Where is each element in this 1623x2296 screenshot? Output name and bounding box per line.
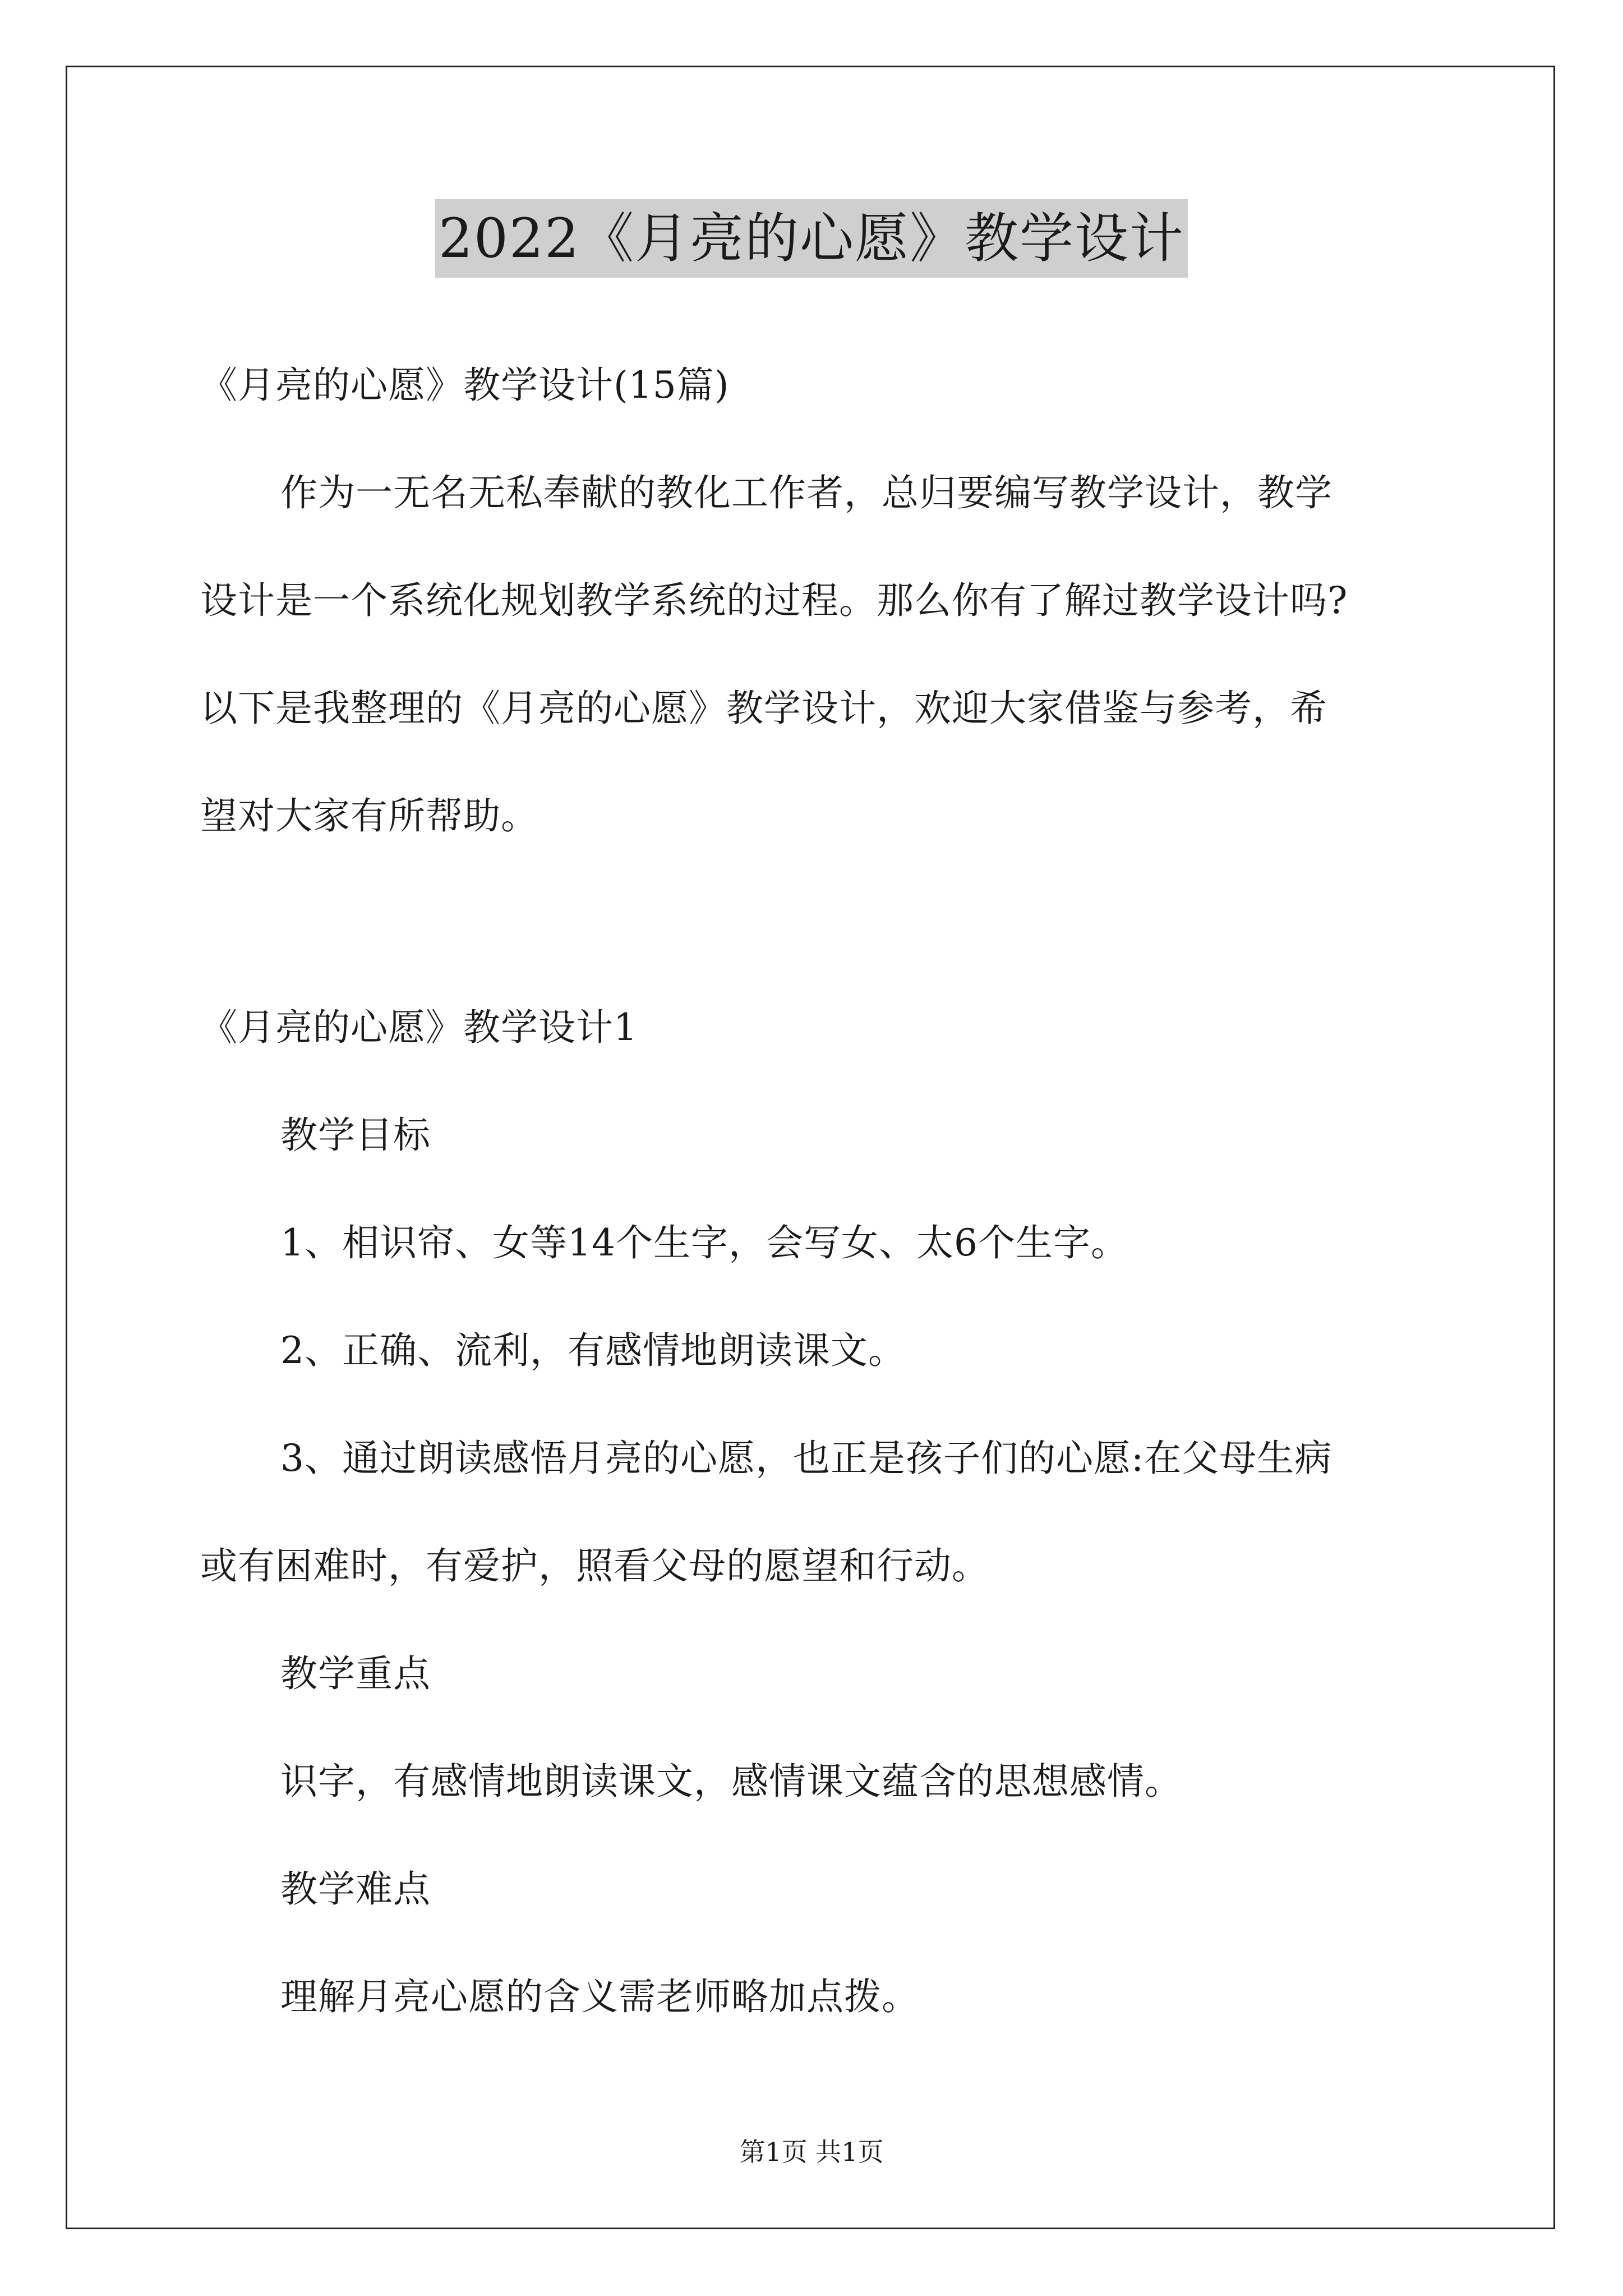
goals-heading: 教学目标 [280,1114,431,1157]
intro-line-3: 以下是我整理的《月亮的心愿》教学设计，欢迎大家借鉴与参考，希 [200,687,1327,730]
difficulty-text: 理解月亮心愿的含义需老师略加点拨。 [280,1975,919,2018]
key-points-heading: 教学重点 [280,1652,431,1695]
intro-line-1: 作为一无名无私奉献的教化工作者，总归要编写教学设计，教学 [280,471,1332,514]
subtitle: 《月亮的心愿》教学设计(15篇) [200,364,730,407]
difficulty-heading: 教学难点 [280,1867,431,1911]
intro-line-4: 望对大家有所帮助。 [200,794,538,838]
intro-line-2: 设计是一个系统化规划教学系统的过程。那么你有了解过教学设计吗? [200,579,1348,622]
section-heading: 《月亮的心愿》教学设计1 [200,1006,638,1049]
key-points-text: 识字，有感情地朗读课文，感情课文蕴含的思想感情。 [280,1760,1182,1803]
goal-2: 2、正确、流利，有感情地朗读课文。 [280,1329,906,1372]
goal-1: 1、相识帘、女等14个生字，会写女、太6个生字。 [280,1221,1128,1264]
title-container [0,199,1623,278]
goal-3-line-2: 或有困难时，有爱护，照看父母的愿望和行动。 [200,1544,989,1588]
document-title: 2022《月亮的心愿》教学设计 [435,199,1188,278]
goal-3-line-1: 3、通过朗读感悟月亮的心愿，也正是孩子们的心愿:在父母生病 [280,1437,1332,1480]
page-footer: 第1页 共1页 [739,2137,884,2167]
